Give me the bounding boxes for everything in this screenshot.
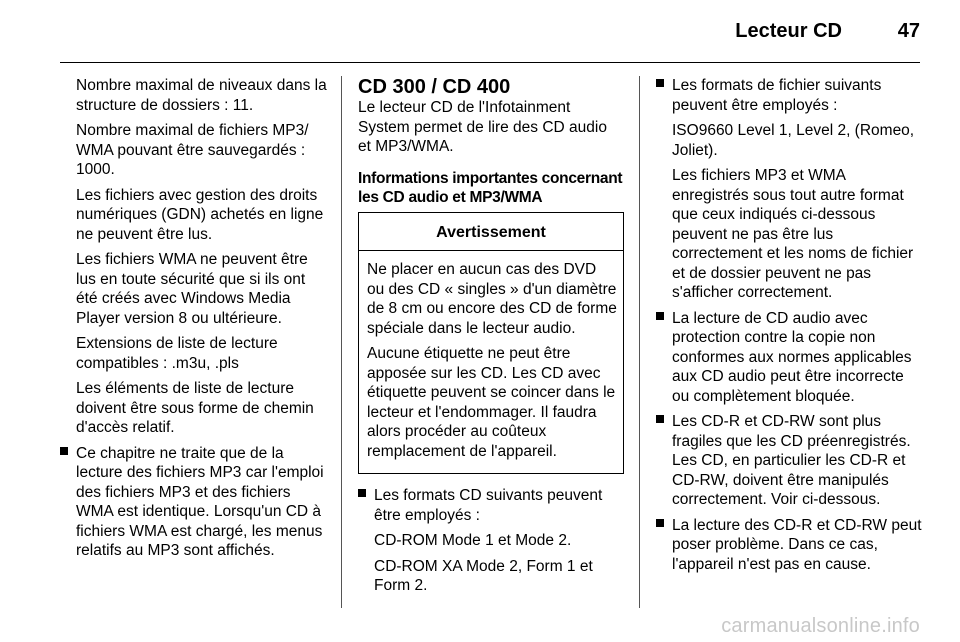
column-divider-left (341, 76, 342, 608)
paragraph-max-files: Nombre maximal de fichiers MP3/ WMA pouvant être sauvegardés : 1000. (76, 122, 309, 178)
list-item-text: Les formats CD suivants peuvent être employés : (374, 487, 603, 524)
column-left (60, 76, 328, 567)
list-item (656, 76, 924, 115)
paragraph-wma-files: Les fichiers WMA ne peuvent être lus en toute sécurité que si ils ont été créés avec Windows Media Player version 8 ou ultérieure. (76, 251, 308, 327)
paragraph-playlist-paths: Les éléments de liste de lecture doivent être sous forme de chemin d'accès relatif. (76, 380, 314, 436)
list-item (656, 412, 924, 510)
bullet-square-icon (656, 312, 664, 320)
warning-title: Avertissement (359, 213, 623, 252)
list-sub-item: CD-ROM Mode 1 et Mode 2. (374, 532, 572, 549)
warning-body (359, 251, 623, 473)
paragraph-playlist-extensions: Extensions de liste de lecture compatibles : .m3u, .pls (76, 335, 278, 372)
list-item-text: Les formats de fichier suivants peuvent être employés : (672, 77, 882, 114)
bullet-square-icon (656, 79, 664, 87)
header-rule (60, 62, 920, 63)
list-sub-item: CD-ROM XA Mode 2, Form 1 et Form 2. (374, 557, 593, 594)
warning-paragraph-disc-types: Ne placer en aucun cas des DVD ou des CD « singles » d'un diamètre de 8 cm ou encore des CD de forme spéciale dans le lecteur audio. (367, 261, 617, 337)
list-item-text: Ce chapitre ne traite que de la lecture des fichiers MP3 car l'emploi des fichiers MP3 et des fichiers WMA est identique. Lorsqu'un CD à fichiers WMA est chargé, les menus relatifs au MP3 sont affichés. (76, 444, 324, 559)
bullet-square-icon (358, 489, 366, 497)
list-sub-item: ISO9660 Level 1, Level 2, (Romeo, Joliet). (672, 122, 915, 159)
section-intro: Le lecteur CD de l'Infotainment System permet de lire des CD audio et MP3/WMA. (358, 99, 607, 155)
column-middle (358, 76, 624, 602)
info-heading: Informations importantes concernant les CD audio et MP3/WMA (358, 169, 623, 206)
list-item (358, 486, 624, 525)
watermark-text: carmanualsonline.info (721, 615, 920, 637)
list-item (60, 444, 328, 561)
column-right (656, 76, 924, 580)
bullet-square-icon (60, 447, 68, 455)
warning-paragraph-labels: Aucune étiquette ne peut être apposée sur les CD. Les CD avec étiquette peuvent se coincer dans le lecteur et l'endommager. Il faudra alors procéder au coûteux remplacement de l'appareil. (367, 345, 616, 460)
list-item-text: La lecture des CD-R et CD-RW peut poser problème. Dans ce cas, l'appareil n'est pas en cause. (672, 516, 922, 573)
page-header (0, 0, 960, 66)
paragraph-max-folder-levels: Nombre maximal de niveaux dans la structure de dossiers : 11. (76, 77, 327, 114)
bullet-square-icon (656, 519, 664, 527)
column-divider-right (639, 76, 640, 608)
page-number: 47 (897, 20, 920, 42)
list-item-text: La lecture de CD audio avec protection contre la copie non conformes aux normes applicables aux CD audio peut être incorrecte ou complètement bloquée. (672, 309, 912, 405)
list-sub-item: Les fichiers MP3 et WMA enregistrés sous tout autre format que ceux indiqués ci-dessous peuvent ne pas être lus correctement et les noms de fichier et de dossier peuvent ne pas s'afficher correctement. (672, 167, 914, 301)
list-item (656, 309, 924, 407)
paragraph-drm-files: Les fichiers avec gestion des droits numériques (GDN) achetés en ligne ne peuvent être lus. (76, 186, 324, 243)
page-title: Lecteur CD (735, 20, 842, 42)
warning-box (358, 212, 624, 475)
bullet-square-icon (656, 415, 664, 423)
list-item (656, 516, 924, 575)
section-title: CD 300 / CD 400 (358, 76, 511, 98)
list-item-text: Les CD-R et CD-RW sont plus fragiles que les CD préenregistrés. Les CD, en particulier les CD-R et CD-RW, doivent être manipulés correctement. Voir ci-dessous. (672, 413, 911, 508)
